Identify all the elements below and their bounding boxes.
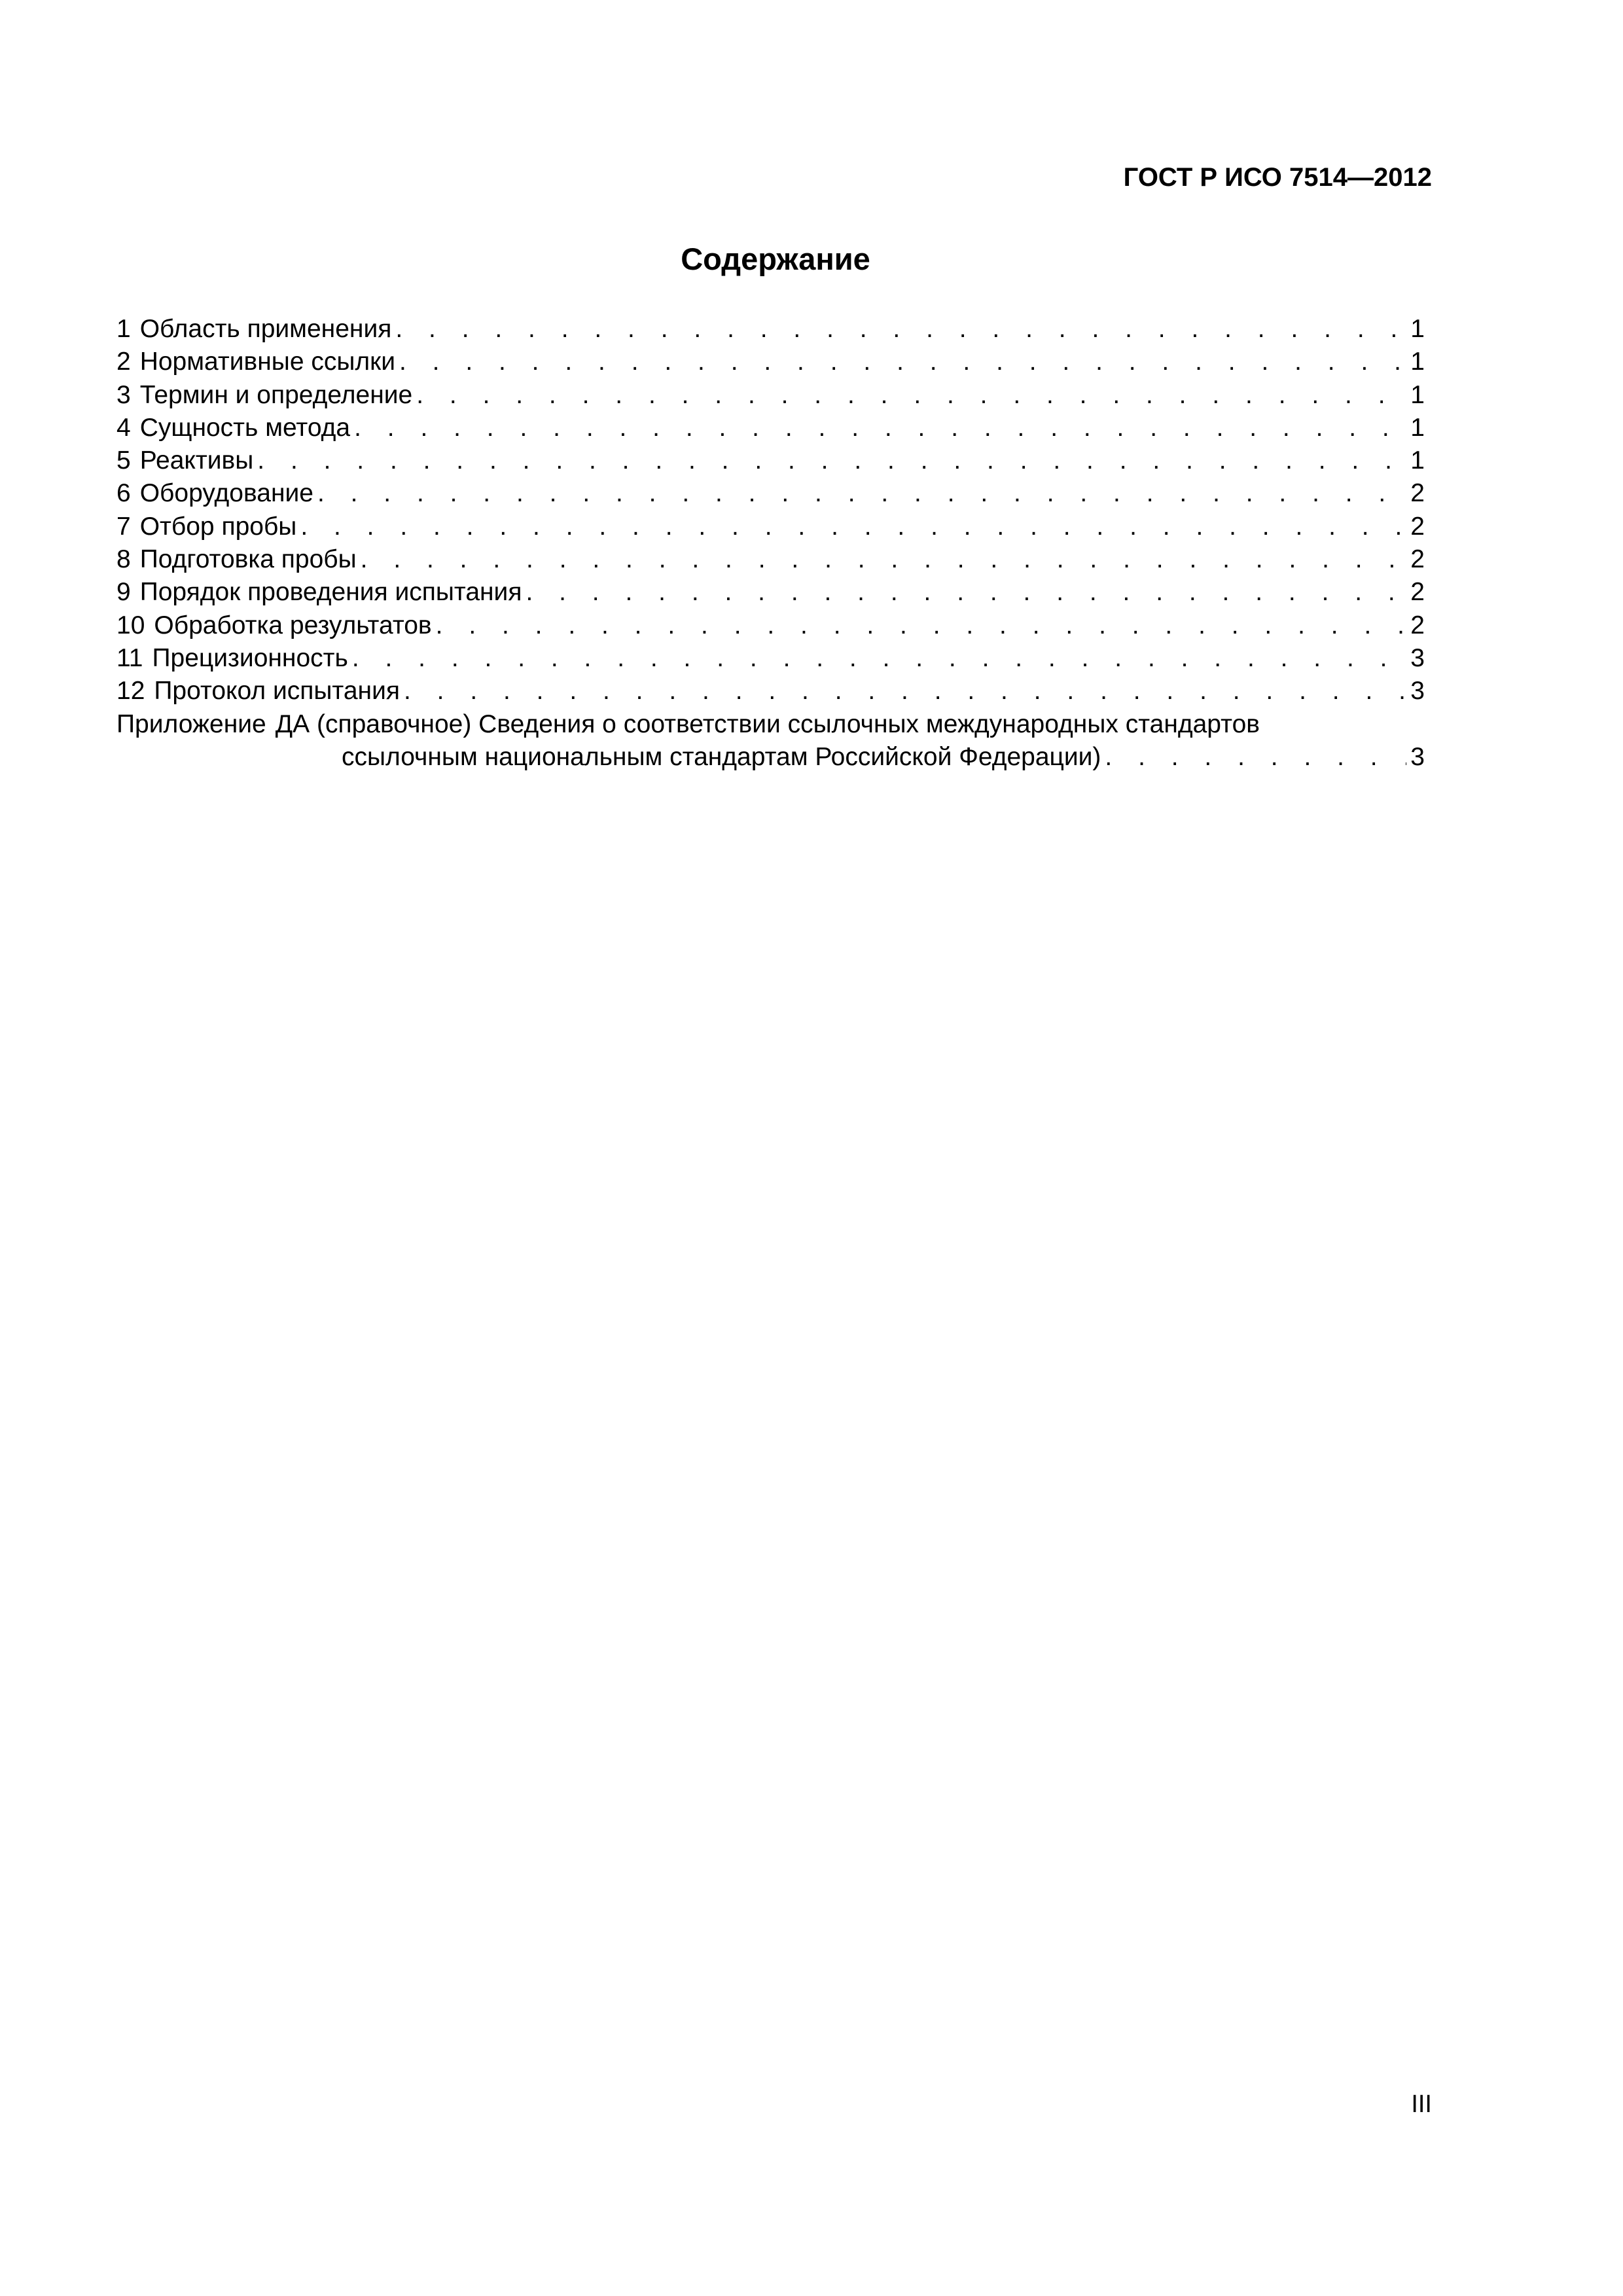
toc-leader-dots (352, 642, 1406, 675)
appendix-title-line-1 (116, 708, 1425, 741)
appendix-title-end: ссылочным национальным стандартам Российской Федерации) (342, 742, 1101, 771)
toc-leader-dots (416, 379, 1406, 412)
toc-item-page: 2 (1410, 545, 1425, 574)
toc-item-label: Отбор пробы (139, 512, 297, 541)
toc-leader-dots (361, 543, 1407, 576)
toc-item-page: 3 (1410, 677, 1425, 706)
toc-item[interactable] (116, 675, 1425, 708)
toc-item-label: Сущность метода (139, 413, 351, 442)
toc-item-page: 3 (1410, 742, 1425, 771)
table-of-contents (116, 313, 1425, 774)
toc-title: Содержание (681, 242, 870, 276)
toc-leader-dots (436, 609, 1407, 642)
toc-item-label: Прецизионность (152, 643, 348, 672)
appendix-title-line-2 (116, 741, 1425, 774)
toc-item-page: 2 (1410, 479, 1425, 508)
toc-item-number: 3 (116, 380, 131, 409)
toc-item-number: 12 (116, 677, 145, 706)
toc-item-label: Нормативные ссылки (139, 348, 395, 376)
toc-item-number: 11 (116, 643, 143, 672)
toc-item[interactable] (116, 543, 1425, 576)
toc-item-page: 1 (1410, 315, 1425, 343)
toc-leader-dots (395, 313, 1406, 346)
toc-item-page: 1 (1410, 413, 1425, 442)
appendix-prefix: Приложение (116, 709, 266, 738)
toc-item-page: 2 (1410, 578, 1425, 607)
toc-item-number: 7 (116, 512, 131, 541)
toc-item-label: Термин и определение (139, 380, 413, 409)
toc-item[interactable] (116, 477, 1425, 510)
toc-item-page: 1 (1410, 446, 1425, 475)
appendix-title-start: ДА (справочное) Сведения о соответствии ссылочных международных стандартов (275, 709, 1260, 738)
toc-item[interactable] (116, 379, 1425, 412)
document-designation: ГОСТ Р ИСО 7514—2012 (1123, 163, 1432, 192)
toc-item-label: Протокол испытания (154, 677, 400, 706)
toc-item-page: 2 (1410, 611, 1425, 639)
toc-appendix-item[interactable] (116, 708, 1425, 774)
toc-item-number: 10 (116, 611, 145, 639)
toc-item-page: 1 (1410, 380, 1425, 409)
toc-item-page: 3 (1410, 643, 1425, 672)
toc-leader-dots (300, 511, 1406, 543)
toc-item-number: 2 (116, 348, 131, 376)
toc-item[interactable] (116, 313, 1425, 346)
toc-leader-dots (354, 412, 1406, 444)
toc-item[interactable] (116, 511, 1425, 543)
toc-item[interactable] (116, 576, 1425, 609)
toc-item[interactable] (116, 642, 1425, 675)
toc-item-label: Область применения (139, 315, 392, 343)
toc-item-label: Подготовка пробы (139, 545, 357, 574)
toc-leader-dots (526, 576, 1406, 609)
toc-leader-dots (257, 444, 1406, 477)
toc-item[interactable] (116, 609, 1425, 642)
toc-leader-dots (317, 477, 1406, 510)
toc-item-number: 9 (116, 578, 131, 607)
toc-leader-dots (404, 675, 1406, 708)
toc-item-number: 1 (116, 315, 131, 343)
toc-item-number: 8 (116, 545, 131, 574)
toc-item-number: 6 (116, 479, 131, 508)
toc-item-label: Оборудование (139, 479, 313, 508)
toc-item[interactable] (116, 412, 1425, 444)
toc-item[interactable] (116, 346, 1425, 378)
toc-item-number: 4 (116, 413, 131, 442)
toc-item-label: Обработка результатов (154, 611, 432, 639)
toc-leader-dots (399, 346, 1406, 378)
toc-item-number: 5 (116, 446, 131, 475)
toc-item[interactable] (116, 444, 1425, 477)
toc-item-page: 1 (1410, 348, 1425, 376)
toc-item-label: Порядок проведения испытания (139, 578, 522, 607)
toc-item-label: Реактивы (139, 446, 254, 475)
toc-leader-dots (1105, 741, 1406, 774)
toc-item-page: 2 (1410, 512, 1425, 541)
page-number: III (1411, 2090, 1432, 2118)
